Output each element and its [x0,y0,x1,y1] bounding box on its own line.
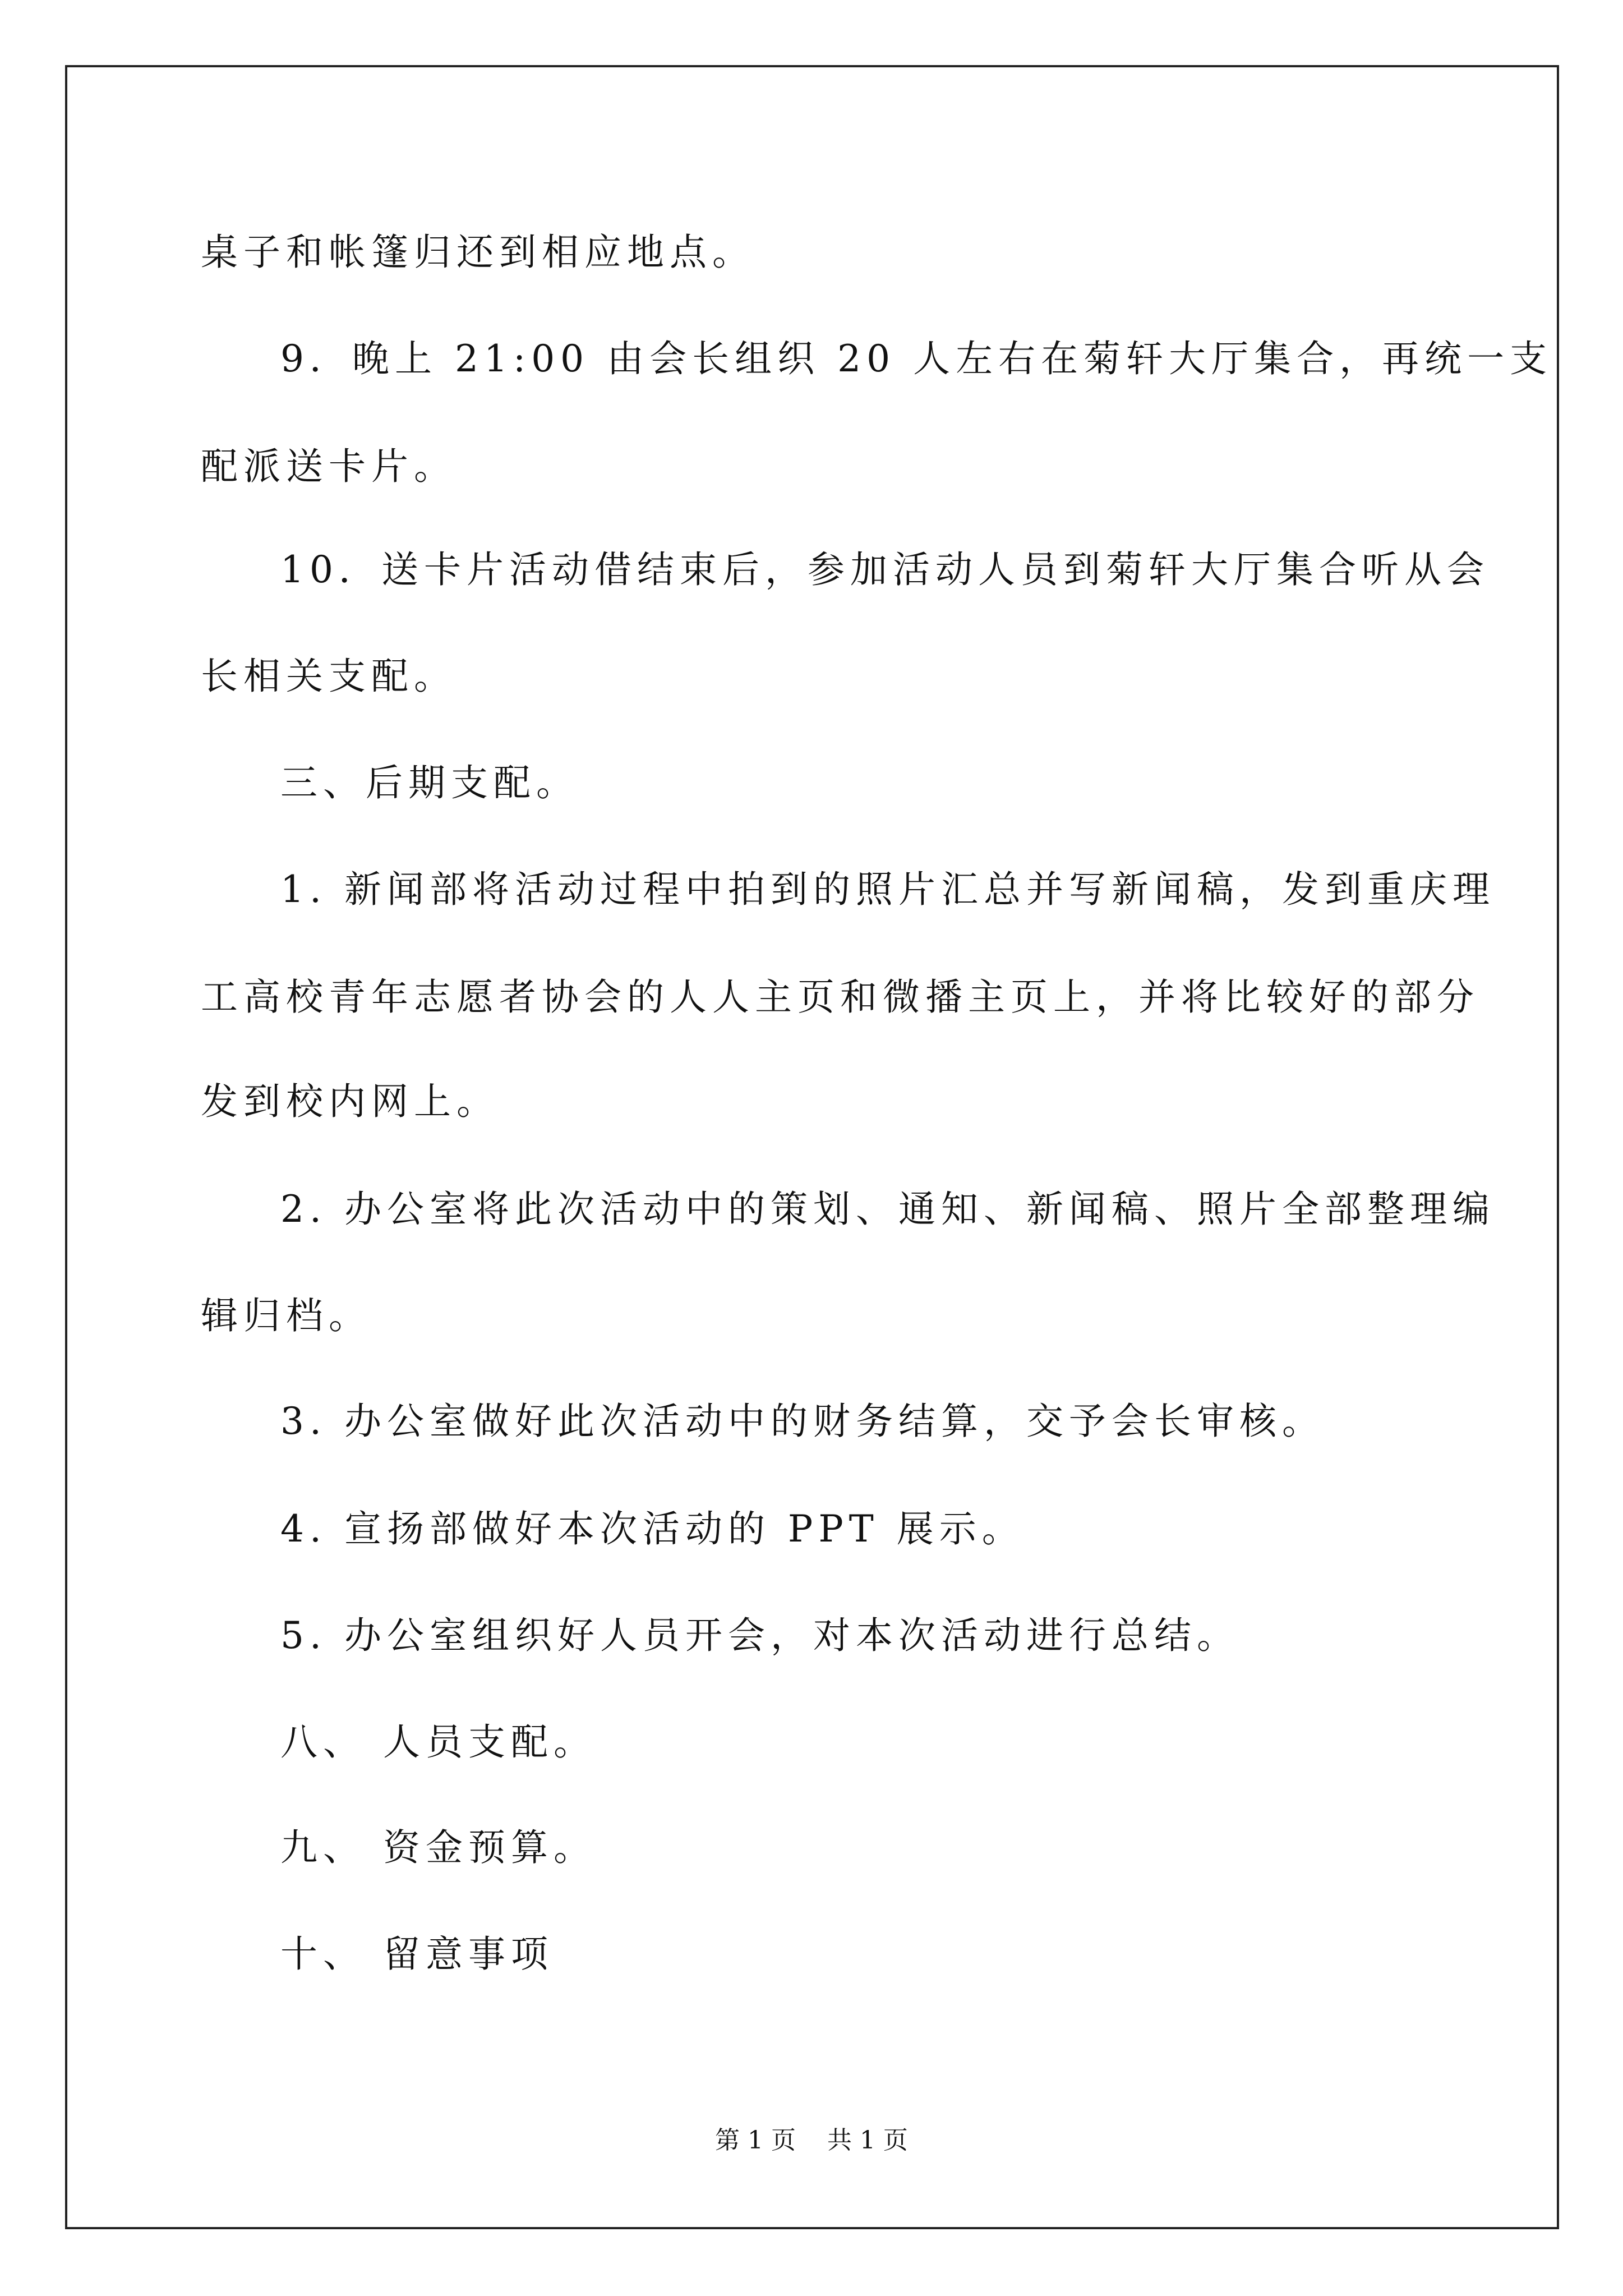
page-number-footer: 第 1 页 共 1 页 [715,2126,908,2155]
text-line-7: 1. 新闻部将活动过程中拍到的照片汇总并写新闻稿，发到重庆理 [280,868,1495,911]
section-heading-10: 十、 留意事项 [280,1932,554,1976]
text-line-11: 辑归档。 [201,1294,371,1337]
text-line-2: 9．晚上 21:00 由会长组织 20 人左右在菊轩大厅集合，再统一支 [280,337,1553,380]
page-border [65,65,1559,2229]
text-line-5: 长相关支配。 [201,655,457,698]
section-heading-9: 九、 资金预算。 [280,1826,596,1869]
text-line-12: 3. 办公室做好此次活动中的财务结算，交予会长审核。 [280,1400,1325,1443]
section-heading-8: 八、 人员支配。 [280,1720,596,1764]
text-line-3: 配派送卡片。 [201,445,457,488]
section-heading-3: 三、后期支配。 [280,761,579,804]
text-line-1: 桌子和帐篷归还到相应地点。 [201,231,755,274]
text-line-13: 4. 宣扬部做好本次活动的 PPT 展示。 [280,1507,1025,1550]
text-line-10: 2. 办公室将此次活动中的策划、通知、新闻稿、照片全部整理编 [280,1188,1495,1231]
text-line-4: 10．送卡片活动借结束后，参加活动人员到菊轩大厅集合听从会 [280,548,1490,591]
text-line-14: 5. 办公室组织好人员开会，对本次活动进行总结。 [280,1614,1239,1657]
text-line-8: 工高校青年志愿者协会的人人主页和微播主页上，并将比较好的部分 [201,976,1479,1019]
text-line-9: 发到校内网上。 [201,1080,499,1123]
